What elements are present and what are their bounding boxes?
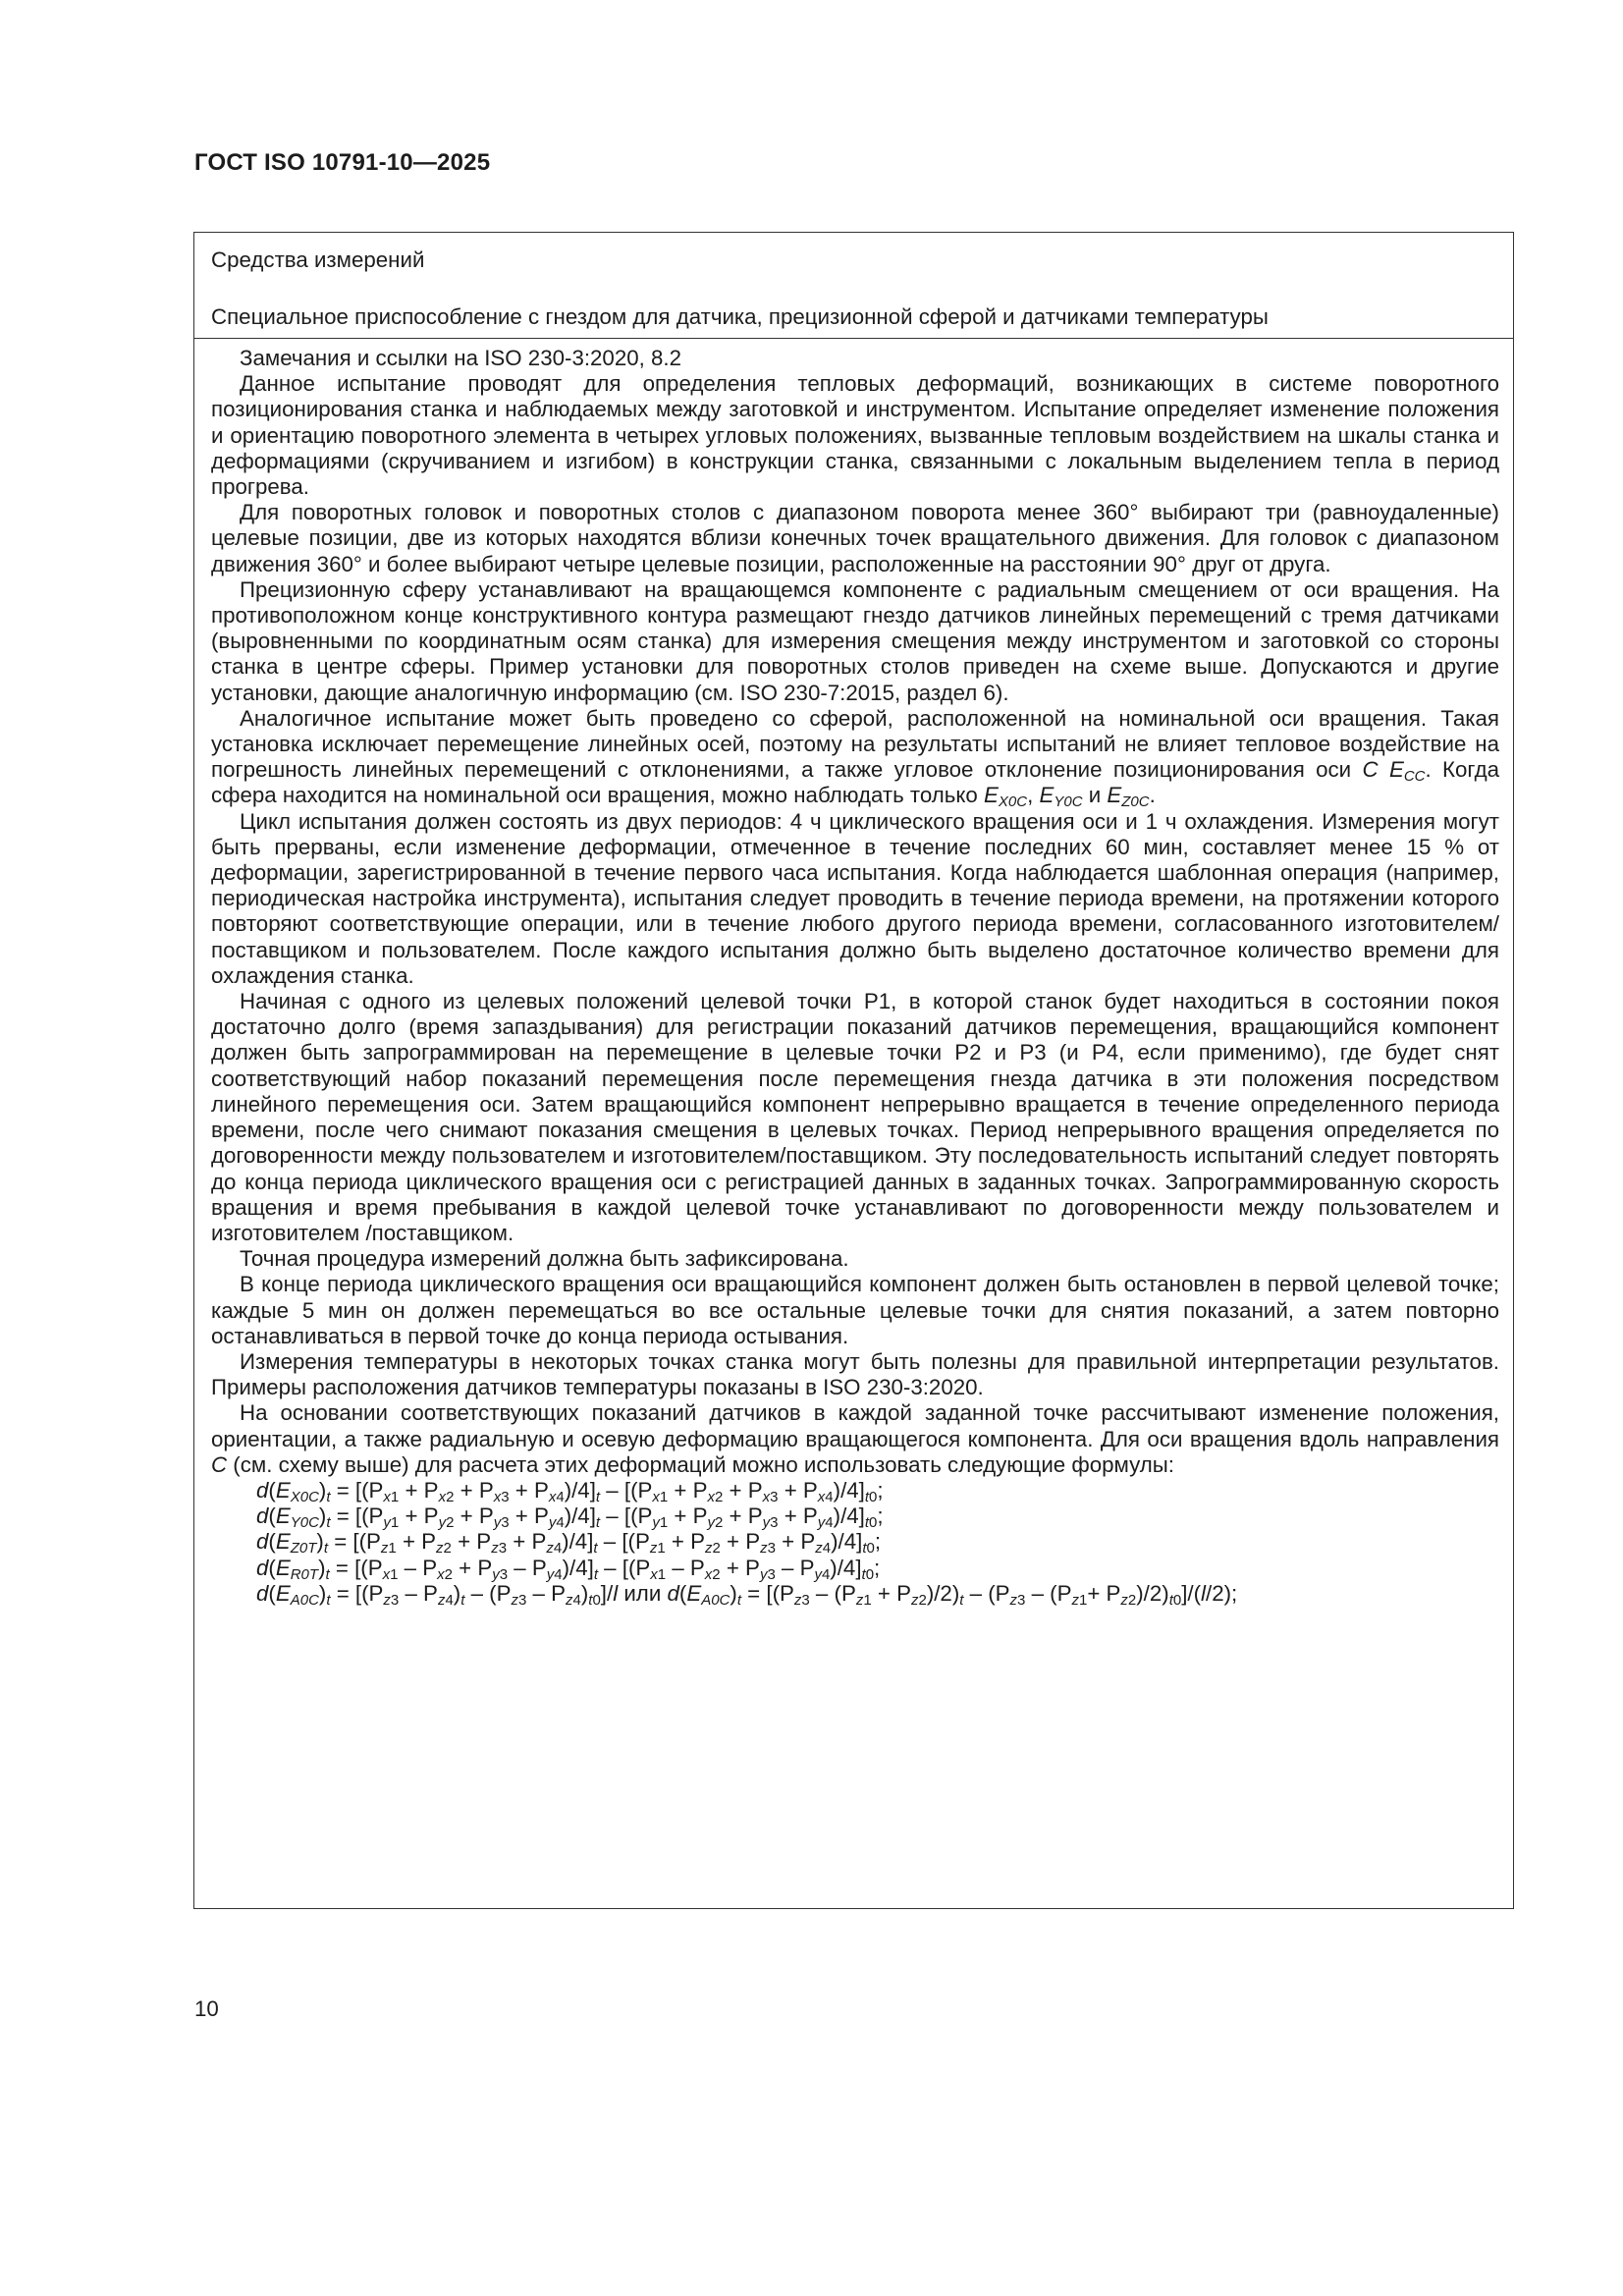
instruments-text: Специальное приспособление с гнездом для датчика, прецизионной сферой и датчиками температуры <box>211 304 1269 329</box>
paragraph-2: Для поворотных головок и поворотных столов с диапазоном поворота менее 360° выбирают три (равноудаленные) целевые позиции, две из которых находятся вблизи конечных точек вращательного движения. Для головок с диапазоном движения 360° и более выбирают четыре целевые позиции, расположенные на расстоянии 90° друг от друга. <box>211 500 1499 576</box>
formula-ez0t: $d(E_{Z0T})_t = [(P_{z1} + P_{z2} + P_{z3} + P_{z4})/4]_t - [(P_{z1} + P_{z2} + P_{z3} + P_{z4})/4]_{t0}$; <box>256 1529 882 1558</box>
paragraph-1: Данное испытание проводят для определения тепловых деформаций, возникающих в системе поворотного позиционирования станка и наблюдаемых между заготовкой и инструментом. Испытание определяет изменение положения и ориентацию поворотного элемента в четырех угловых положениях, вызванные тепловым воздействием на шкалы станка и деформациями (скручиванием и изгибом) в конструкции станка, связанными с локальным выделением тепла в период прогрева. <box>211 371 1499 500</box>
paragraph-6: Начиная с одного из целевых положений целевой точки P1, в которой станок будет находиться в состоянии покоя достаточно долго (время запаздывания) для регистрации показаний датчиков перемещения, вращающийся компонент должен быть запрограммирован на перемещение в целевые точки P2 и P3 (и P4, если применимо), где будет снят соответствующий набор показаний перемещения после перемещения гнезда датчика в эти положения посредством линейного перемещения оси. Затем вращающийся компонент непрерывно вращается в течение определенного периода времени, после чего снимают показания смещения в целевых точках. Период непрерывного вращения определяется по договоренности между пользователем и изготовителем/поставщиком. Эту последовательность испытаний следует повторять до конца периода циклического вращения оси с регистрацией данных в заданных точках. Запрограммированную скорость вращения и время пребывания в каждой целевой точке устанавливают по договоренности между пользователем и изготовителем /поставщиком. <box>211 989 1499 1245</box>
paragraph-8: В конце периода циклического вращения оси вращающийся компонент должен быть остановлен в первой целевой точке; каждые 5 мин он должен перемещаться во все остальные целевые точки для снятия показаний, а затем повторно останавливаться в первой точке до конца периода остывания. <box>211 1272 1499 1348</box>
paragraph-9: Измерения температуры в некоторых точках станка могут быть полезны для правильной интерпретации результатов. Примеры расположения датчиков температуры показаны в ISO 230-3:2020. <box>211 1348 1499 1400</box>
instruments-row <box>194 233 1513 339</box>
notes-heading: Замечания и ссылки на ISO 230-3:2020, 8.2 <box>240 346 682 370</box>
paragraph-4: Аналогичное испытание может быть проведено со сферой, расположенной на номинальной оси вращения. Такая установка исключает перемещение линейных осей, поэтому на результаты испытаний не влияет тепловое воздействие на погрешность линейных перемещений с отклонениями, а также угловое отклонение позиционирования оси C $E_{CC}$. Когда сфера находится на номинальной оси вращения, можно наблюдать только $E_{X0C}$, $E_{Y0C}$ и $E_{Z0C}$. <box>211 705 1499 811</box>
formula-ey0c: $d(E_{Y0C})_t = [(P_{y1} + P_{y2} + P_{y3} + P_{y4})/4]_t - [(P_{y1} + P_{y2} + P_{y3} + P_{y4})/4]_{t0}$; <box>256 1503 884 1532</box>
test-description-table <box>193 232 1514 1909</box>
formula-ea0c: $d(E_{A0C})_t = [(P_{z3} - P_{z4})_t - (P_{z3} - P_{z4})_{t0}]/l$ или $d(E_{A0C})_t = [(P_{z3} - (P_{z1} + P_{z2})/2)_t - (P_{z3} - (P_{z1}+ P_{z2})/2)_{t0}]/(l/2)$; <box>256 1580 1238 1609</box>
paragraph-10: На основании соответствующих показаний датчиков в каждой заданной точке рассчитывают изменение положения, ориентации, а также радиальную и осевую деформацию вращающегося компонента. Для оси вращения вдоль направления C (см. схему выше) для расчета этих деформаций можно использовать следующие формулы: <box>211 1400 1499 1477</box>
document-header: ГОСТ ISO 10791-10—2025 <box>194 149 491 176</box>
paragraph-7: Точная процедура измерений должна быть зафиксирована. <box>240 1246 849 1272</box>
notes-section <box>211 346 1499 1607</box>
formula-er0t: $d(E_{R0T})_t = [(P_{x1} - P_{x2} + P_{y3} - P_{y4})/4]_t - [(P_{x1} - P_{x2} + P_{y3} - P_{y4})/4]_{t0}$; <box>256 1555 881 1583</box>
page-number: 10 <box>194 1996 219 2021</box>
paragraph-5: Цикл испытания должен состоять из двух периодов: 4 ч циклического вращения оси и 1 ч охлаждения. Измерения могут быть прерваны, если изменение деформации, отмеченное в течение последних 60 мин, составляет менее 15 % от деформации, зарегистрированной в течение первого часа испытания. Когда наблюдается шаблонная операция (например, периодическая настройка инструмента), испытания следует проводить в течение периода времени, на протяжении которого повторяют соответствующие операции, или в течение любого другого периода времени, согласованного изготовителем/поставщиком и пользователем. После каждого испытания должно быть выделено достаточное количество времени для охлаждения станка. <box>211 808 1499 988</box>
formula-ex0c: $d(E_{X0C})_t = [(P_{x1} + P_{x2} + P_{x3} + P_{x4})/4]_t - [(P_{x1} + P_{x2} + P_{x3} + P_{x4})/4]_{t0}$; <box>256 1477 884 1505</box>
instruments-heading: Средства измерений <box>211 247 425 272</box>
paragraph-3: Прецизионную сферу устанавливают на вращающемся компоненте с радиальным смещением от оси вращения. На противоположном конце конструктивного контура размещают гнездо датчиков линейных перемещений с тремя датчиками (выровненными по координатным осям станка) для измерения смещения между инструментом и заготовкой со стороны станка в центре сферы. Пример установки для поворотных столов приведен на схеме выше. Допускаются и другие установки, дающие аналогичную информацию (см. ISO 230-7:2015, раздел 6). <box>211 576 1499 705</box>
